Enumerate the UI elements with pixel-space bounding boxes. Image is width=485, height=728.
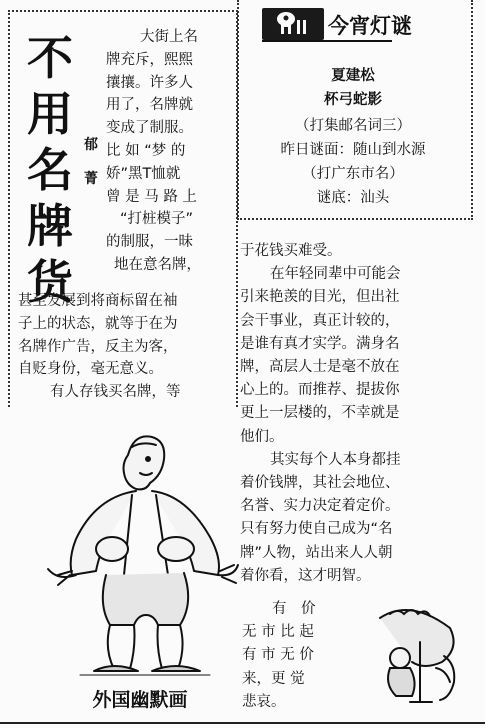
closing-line: 悲哀。 [242,693,286,710]
article-line: 引来艳羡的目光，但出社 [240,289,400,306]
riddle-prev-question: 昨日谜面：随山到水源 [280,142,426,158]
essay-title-vertical [20,30,80,310]
essay-line: 牌充斥，熙熙 [106,51,193,68]
closing-line: 无 市 比 起 [242,624,314,641]
essay-line: 娇”黑T恤就 [106,165,181,182]
title-char: 牌 [27,199,73,253]
essay-line: 有人存钱买名牌，等 [50,384,181,401]
essay-line: 大街上名 [140,29,198,45]
article-line: 于花钱买难受。 [240,243,342,259]
article-line: 心上的。而推荐、提拔你 [240,382,400,399]
article-right-column [240,240,472,588]
riddle-prev-answer: 谜底：汕头 [316,190,390,206]
article-line: 名誉、实力决定着定价。 [240,498,400,515]
lantern-logo-icon [272,8,312,38]
essay-line: 名牌作广告，反主为客， [18,338,178,355]
riddle-column-title: 今宵灯谜 [328,14,412,38]
article-line: 只有努力使自己成为“名 [240,521,393,538]
article-line: 着你看，这才明智。 [240,567,371,584]
essay-author-vertical [80,128,102,196]
article-line: 牌，高层人士是毫不放在 [240,359,400,376]
title-char: 名 [27,143,73,197]
essay-text-column-a [106,26,232,277]
essay-line: 子上的状态，就等于在为 [18,315,178,332]
article-line: 他们。 [240,428,284,445]
closing-line: 有 价 [272,601,316,617]
cartoon-man-illustration [40,425,240,680]
bottom-rule [0,722,485,724]
author-char: 郁 [84,137,98,153]
article-closing [242,598,360,714]
article-line: 着价钱牌，其社会地位、 [240,475,400,492]
title-char: 用 [27,87,73,141]
article-line: 其实每个人本身都挂 [270,451,401,468]
essay-line: 变成了制服。 [106,120,193,137]
essay-line: 曾 是 马 路 上 [106,188,197,205]
article-line: 牌”人物，站出来人人朝 [240,544,393,561]
article-line: 是谁有真才实学。满身名 [240,335,400,352]
essay-line: 攘攘。许多人 [106,74,193,91]
essay-line: 地在意名牌， [114,256,201,273]
riddle-puzzle-hint: （打集邮名词三） [295,118,411,134]
article-line: 会干事业，真正计较的， [240,312,400,329]
closing-line: 来，更 觉 [242,670,305,687]
title-char: 不 [27,31,73,85]
essay-line: 用了，名牌就 [106,97,193,114]
closing-line: 有 市 无 价 [242,647,314,664]
riddle-prev-hint: （打广东市名） [302,166,404,182]
essay-line: 比 如 “梦 的 [106,142,186,159]
riddle-puzzle: 杯弓蛇影 [324,92,382,108]
riddle-title-underline [262,40,392,42]
essay-line: 甚至发展到将商标留在袖 [18,293,178,309]
tree-figure-illustration [360,598,478,716]
essay-line: “打桩模子” [120,211,194,228]
cartoon-caption: 外国幽默画 [92,689,188,711]
article-line: 在年轻同辈中可能会 [270,266,401,283]
article-line: 更上一层楼的，不幸就是 [240,405,400,422]
riddle-content [239,66,467,208]
author-char: 菁 [84,171,98,187]
essay-line: 的制服，一昧 [106,234,193,251]
essay-line: 自贬身份，毫无意义。 [18,361,163,378]
title-char: 货 [27,255,73,309]
riddle-setter: 夏建松 [331,68,375,84]
essay-text-column-b [18,290,232,404]
